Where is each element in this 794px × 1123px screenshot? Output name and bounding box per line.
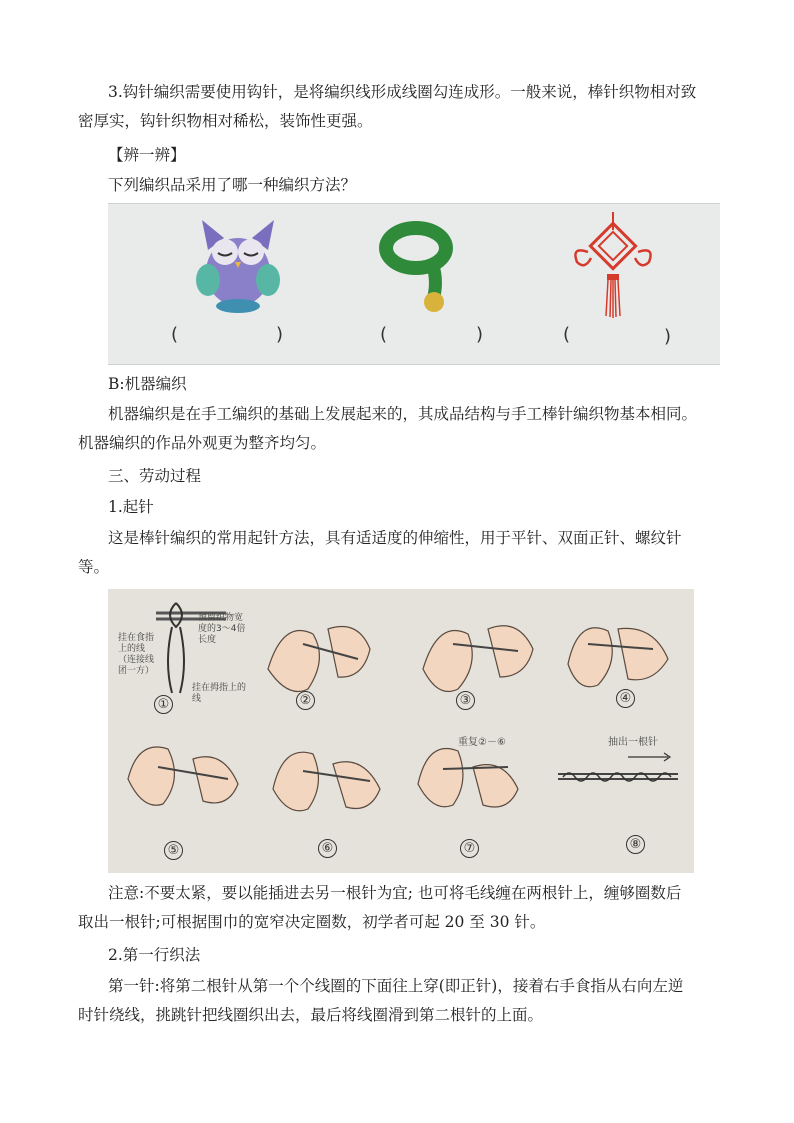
owl-crochet-image: [188, 210, 288, 315]
caption-pull-needle: 抽出一根针: [608, 737, 658, 748]
caption-length: 预留织物宽度的3～4倍长度: [198, 613, 246, 645]
paragraph-cast-on: [78, 524, 728, 582]
paragraph-crochet: [78, 78, 728, 136]
step-label: ⑧: [626, 835, 645, 854]
paragraph-note: [78, 879, 728, 937]
text-line: 时针绕线，挑跳针把线圈织出去，最后将线圈滑到第二根针的上面。: [78, 1006, 544, 1024]
caption-index-finger: 挂在食指上的线（连接线团一方）: [118, 633, 155, 676]
step-heading: 1.起针: [108, 498, 154, 516]
text-line: 等。: [78, 558, 110, 576]
caption-repeat: 重复②－⑥: [458, 737, 506, 748]
step-label: ②: [296, 691, 315, 710]
text-line: 这是棒针编织的常用起针方法，具有适适度的伸缩性，用于平针、双面正针、螺纹针: [108, 529, 682, 547]
answer-blank-open: (: [563, 324, 571, 345]
step-label: ⑤: [164, 841, 183, 860]
answer-blank-open: (: [171, 324, 179, 345]
step-label: ①: [154, 695, 173, 714]
text-line: 取出一根针;可根据围巾的宽窄决定圈数，初学者可起 20 至 30 针。: [78, 913, 546, 931]
step-label: ⑥: [318, 839, 337, 858]
bian-question: 下列编织品采用了哪一种编织方法？: [108, 176, 357, 194]
step-label: ④: [616, 689, 635, 708]
text-line: 注意:不要太紧，要以能插进去另一根针为宜; 也可将毛线缠在两根针上，缠够圈数后: [108, 884, 682, 902]
machine-knitting-heading: B:机器编织: [108, 375, 187, 393]
answer-blank-close: ): [476, 324, 484, 345]
caption-thumb: 挂在拇指上的线: [192, 683, 247, 704]
answer-blank-open: (: [380, 324, 388, 345]
text-line: 3.钩针编织需要使用钩针，是将编织线形成线圈勾连成形。一般来说，棒针织物相对致: [108, 83, 697, 101]
knitting-items-figure: [108, 203, 720, 365]
green-scarf-image: [376, 218, 466, 313]
hand-illustrations: [108, 589, 694, 873]
text-line: 机器编织是在手工编织的基础上发展起来的，其成品结构与手工棒针编织物基本相同。: [108, 405, 698, 423]
bian-heading: 【辨一辨】: [108, 146, 186, 164]
answer-blank-close: ): [664, 326, 672, 347]
step-label: ③: [456, 691, 475, 710]
chinese-knot-image: [563, 212, 663, 322]
section-heading: 三、劳动过程: [108, 467, 202, 485]
text-line: 密厚实，钩针织物相对稀松，装饰性更强。: [78, 112, 373, 130]
paragraph-first-row: [78, 972, 728, 1030]
text-line: 机器编织的作品外观更为整齐均匀。: [78, 434, 327, 452]
answer-blank-close: ): [276, 324, 284, 345]
step-label: ⑦: [460, 839, 479, 858]
text-line: 第一针:将第二根针从第一个个线圈的下面往上穿(即正针)，接着右手食指从右向左逆: [108, 977, 684, 995]
step-heading: 2.第一行织法: [108, 946, 201, 964]
paragraph-machine-knitting: [78, 400, 728, 458]
cast-on-steps-figure: [108, 589, 694, 873]
